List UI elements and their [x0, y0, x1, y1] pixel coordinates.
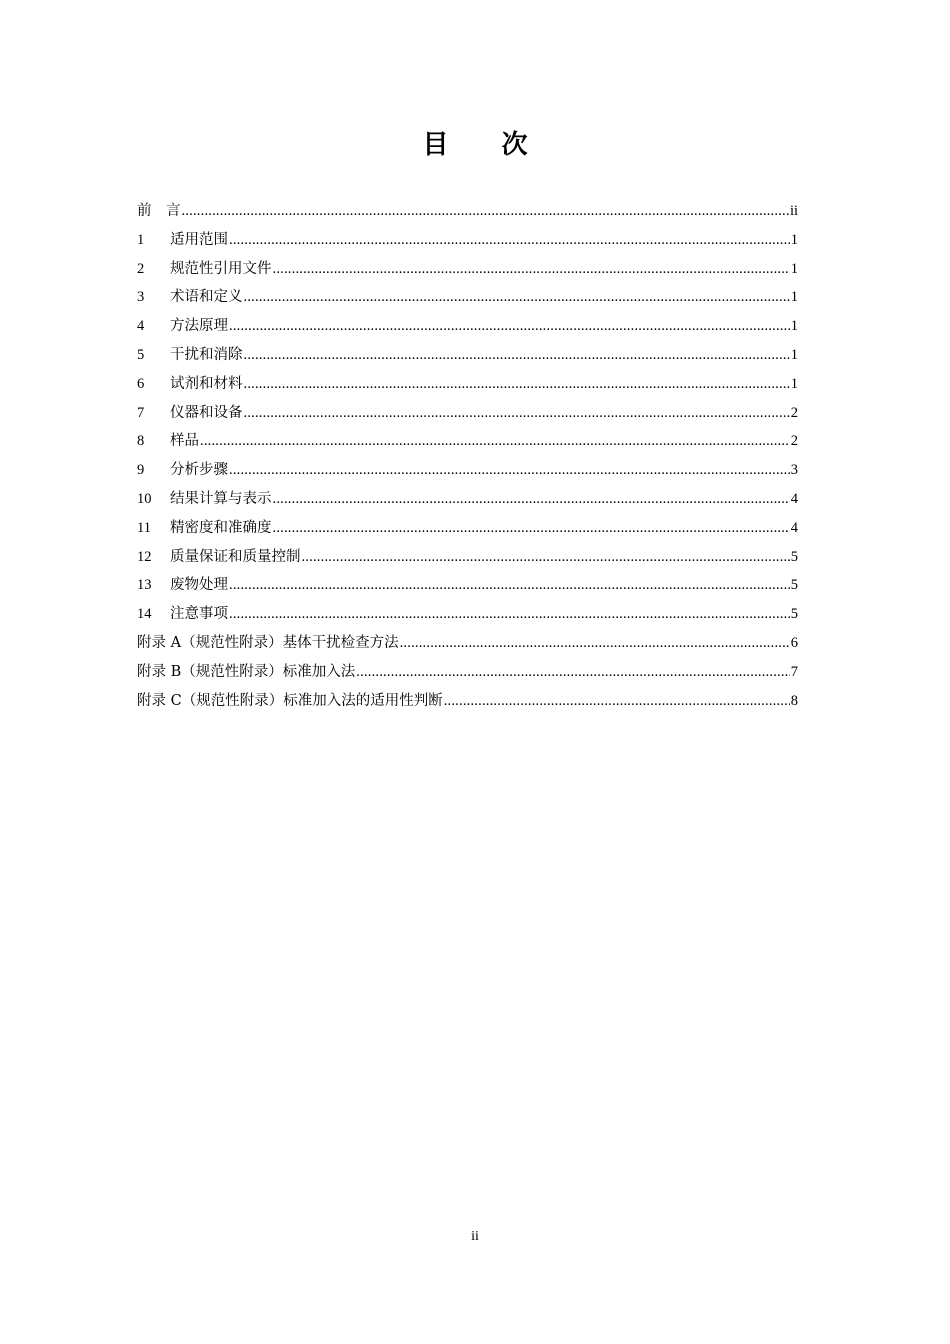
toc-entry-foreword[interactable]: [137, 197, 798, 226]
toc-entry-number: 9: [137, 462, 145, 479]
toc-entry-13[interactable]: [137, 571, 798, 600]
toc-leader-dots: [229, 226, 790, 255]
toc-leader-dots: [356, 658, 789, 687]
toc-entry-page: 6: [790, 634, 798, 651]
toc-entry-appendix-b[interactable]: [137, 658, 798, 687]
toc-entry-label: 规范性引用文件: [170, 260, 272, 277]
table-of-contents: [137, 197, 798, 715]
toc-entry-label: 废物处理: [170, 577, 228, 594]
toc-entry-appendix-c[interactable]: [137, 687, 798, 716]
toc-entry-label: 结果计算与表示: [170, 490, 272, 507]
toc-entry-label: 术语和定义: [170, 289, 243, 306]
toc-entry-label: 注意事项: [170, 606, 228, 623]
toc-entry-number: 2: [137, 260, 145, 277]
toc-entry-appendix-a[interactable]: [137, 629, 798, 658]
toc-entry-page: 1: [790, 260, 798, 277]
toc-entry-page: 5: [790, 548, 798, 565]
toc-entry-page: 1: [790, 231, 798, 248]
toc-entry-page: 4: [790, 519, 798, 536]
toc-entry-label: 适用范围: [170, 231, 228, 248]
page-number: ii: [471, 1229, 479, 1244]
toc-leader-dots: [244, 370, 790, 399]
toc-entry-8[interactable]: [137, 427, 798, 456]
toc-entry-7[interactable]: [137, 399, 798, 428]
toc-entry-6[interactable]: [137, 370, 798, 399]
toc-entry-5[interactable]: [137, 341, 798, 370]
toc-entry-number: 10: [137, 490, 152, 507]
toc-leader-dots: [400, 629, 790, 658]
toc-leader-dots: [244, 341, 790, 370]
toc-entry-page: ii: [789, 203, 798, 219]
toc-leader-dots: [229, 571, 790, 600]
toc-entry-label: 分析步骤: [170, 462, 228, 479]
toc-entry-label: 质量保证和质量控制: [170, 548, 301, 565]
toc-leader-dots: [302, 543, 790, 572]
toc-leader-dots: [244, 399, 790, 428]
toc-entry-10[interactable]: [137, 485, 798, 514]
toc-entry-number: 6: [137, 375, 145, 392]
toc-entry-9[interactable]: [137, 456, 798, 485]
toc-entry-page: 1: [790, 346, 798, 363]
toc-entry-page: 2: [790, 404, 798, 421]
toc-entry-page: 1: [790, 375, 798, 392]
toc-leader-dots: [244, 283, 790, 312]
toc-entry-page: 4: [790, 490, 798, 507]
toc-leader-dots: [200, 427, 790, 456]
toc-entry-number: 13: [137, 577, 152, 594]
toc-entry-number: 5: [137, 346, 145, 363]
toc-entry-page: 1: [790, 318, 798, 335]
toc-entry-label: 方法原理: [170, 318, 228, 335]
toc-leader-dots: [229, 312, 790, 341]
toc-entry-12[interactable]: [137, 543, 798, 572]
toc-entry-2[interactable]: [137, 255, 798, 284]
toc-entry-number: 4: [137, 318, 145, 335]
toc-entry-label: 精密度和准确度: [170, 519, 272, 536]
toc-leader-dots: [229, 456, 790, 485]
toc-entry-4[interactable]: [137, 312, 798, 341]
toc-entry-label: 试剂和材料: [170, 375, 243, 392]
toc-leader-dots: [273, 485, 790, 514]
toc-entry-page: 8: [790, 692, 798, 709]
toc-entry-label: 附录 A（规范性附录）基体干扰检查方法: [137, 634, 399, 651]
toc-entry-number: 8: [137, 433, 145, 450]
toc-entry-label: 仪器和设备: [170, 404, 243, 421]
toc-entry-page: 1: [790, 289, 798, 306]
toc-entry-page: 7: [790, 663, 798, 680]
toc-entry-14[interactable]: [137, 600, 798, 629]
toc-entry-page: 5: [790, 606, 798, 623]
toc-leader-dots: [273, 255, 790, 284]
toc-entry-number: 7: [137, 404, 145, 421]
toc-entry-page: 2: [790, 433, 798, 450]
toc-entry-label: 前 言: [137, 203, 181, 219]
toc-leader-dots: [182, 197, 789, 226]
toc-entry-3[interactable]: [137, 283, 798, 312]
toc-entry-page: 3: [790, 462, 798, 479]
toc-entry-11[interactable]: [137, 514, 798, 543]
toc-entry-number: 14: [137, 606, 152, 623]
toc-entry-label: 干扰和消除: [170, 346, 243, 363]
toc-entry-label: 样品: [170, 433, 199, 450]
toc-leader-dots: [229, 600, 790, 629]
toc-entry-page: 5: [790, 577, 798, 594]
toc-leader-dots: [444, 687, 790, 716]
toc-entry-1[interactable]: [137, 226, 798, 255]
toc-entry-number: 12: [137, 548, 152, 565]
toc-entry-number: 11: [137, 519, 151, 536]
page-title: 目 次: [422, 130, 550, 160]
toc-entry-number: 3: [137, 289, 145, 306]
toc-entry-label: 附录 B（规范性附录）标准加入法: [137, 663, 356, 680]
toc-leader-dots: [273, 514, 790, 543]
toc-entry-label: 附录 C（规范性附录）标准加入法的适用性判断: [137, 692, 443, 709]
toc-entry-number: 1: [137, 231, 145, 248]
